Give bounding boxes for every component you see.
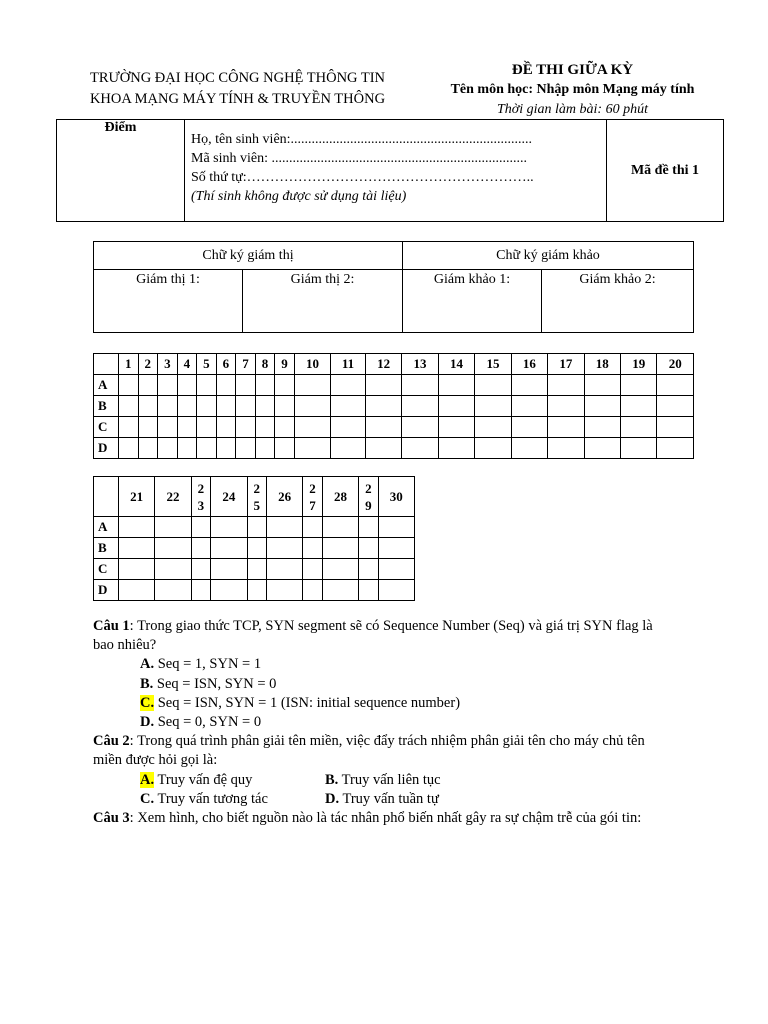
student-info-table xyxy=(56,119,724,222)
answer-cell[interactable] xyxy=(191,538,210,559)
answer-cell[interactable] xyxy=(197,375,217,396)
answer-cell[interactable] xyxy=(119,396,139,417)
answer-cell[interactable] xyxy=(548,396,584,417)
answer-row xyxy=(94,559,415,580)
question-2-text: : Trong quá trình phân giải tên miền, việc đẩy trách nhiệm phân giải tên cho máy chủ tên miền được hỏi gọi là: xyxy=(93,733,645,769)
answer-cell[interactable] xyxy=(216,396,236,417)
answer-cell[interactable] xyxy=(359,538,378,559)
answer-cell[interactable] xyxy=(475,417,511,438)
answer-column-header: 24 xyxy=(211,477,247,517)
answer-cell[interactable] xyxy=(216,438,236,459)
question-2-label: Câu 2 xyxy=(93,733,130,750)
answer-cell[interactable] xyxy=(365,375,401,396)
answer-cell[interactable] xyxy=(119,438,139,459)
examiner-2-cell: Giám khảo 2: xyxy=(542,270,694,333)
option-c[interactable] xyxy=(140,694,673,713)
answer-column-header: 17 xyxy=(548,354,584,375)
option-text: Seq = ISN, SYN = 1 (ISN: initial sequence number) xyxy=(154,694,461,711)
option-text: Seq = 1, SYN = 1 xyxy=(154,656,262,673)
answer-cell[interactable] xyxy=(119,580,155,601)
option-letter: A. xyxy=(140,656,155,673)
answer-cell[interactable] xyxy=(475,438,511,459)
answer-cell[interactable] xyxy=(216,375,236,396)
answer-cell[interactable] xyxy=(119,375,139,396)
answer-cell[interactable] xyxy=(177,396,197,417)
column-number-top: 2 xyxy=(253,480,260,496)
answer-cell[interactable] xyxy=(138,396,158,417)
option-letter: D. xyxy=(325,790,340,807)
answer-cell[interactable] xyxy=(621,396,657,417)
answer-cell[interactable] xyxy=(138,375,158,396)
answer-row xyxy=(94,396,694,417)
corner-cell xyxy=(94,477,119,517)
answer-cell[interactable] xyxy=(584,417,620,438)
exam-code-cell xyxy=(607,120,724,222)
answer-column-header: 10 xyxy=(294,354,330,375)
answer-cell[interactable] xyxy=(191,517,210,538)
option-a[interactable] xyxy=(140,771,325,790)
answer-cell[interactable] xyxy=(438,438,474,459)
answer-cell[interactable] xyxy=(548,417,584,438)
answer-cell[interactable] xyxy=(266,559,302,580)
answer-cell[interactable] xyxy=(247,538,266,559)
column-number-top: 2 xyxy=(197,480,205,496)
option-letter: C. xyxy=(140,694,155,711)
answer-cell[interactable] xyxy=(275,417,295,438)
answer-cell[interactable] xyxy=(438,375,474,396)
order-number-field: Số thứ tự:…………………………………………………….. xyxy=(191,170,534,185)
answer-column-header: 20 xyxy=(657,354,694,375)
option-row xyxy=(140,771,673,790)
student-name-field: Họ, tên sinh viên:..................................................................... xyxy=(191,132,533,147)
answer-column-header: 2 xyxy=(138,354,158,375)
answer-row xyxy=(94,375,694,396)
answer-column-header: 8 xyxy=(255,354,275,375)
answer-cell[interactable] xyxy=(322,538,358,559)
option-letter: D. xyxy=(140,714,155,731)
answer-cell[interactable] xyxy=(331,438,366,459)
answer-cell[interactable] xyxy=(303,517,322,538)
answer-cell[interactable] xyxy=(255,396,275,417)
answer-cell[interactable] xyxy=(438,396,474,417)
answer-cell[interactable] xyxy=(511,438,547,459)
questions-section xyxy=(93,617,673,828)
answer-row xyxy=(94,538,415,559)
answer-cell[interactable] xyxy=(584,438,620,459)
answer-cell[interactable] xyxy=(236,375,256,396)
answer-column-header: 21 xyxy=(119,477,155,517)
column-number-bottom: 9 xyxy=(365,497,372,513)
answer-row xyxy=(94,580,415,601)
answer-column-header: 19 xyxy=(621,354,657,375)
question-3 xyxy=(93,809,673,828)
answer-cell[interactable] xyxy=(119,538,155,559)
option-text: Truy vấn tương tác xyxy=(154,790,268,807)
answer-cell[interactable] xyxy=(303,559,322,580)
option-letter: B. xyxy=(325,771,339,788)
answer-column-header xyxy=(247,477,266,517)
answer-cell[interactable] xyxy=(294,396,330,417)
answer-cell[interactable] xyxy=(475,375,511,396)
answer-column-header: 22 xyxy=(155,477,191,517)
answer-column-header: 16 xyxy=(511,354,547,375)
university-name: TRƯỜNG ĐẠI HỌC CÔNG NGHỆ THÔNG TIN xyxy=(89,70,386,86)
answer-cell[interactable] xyxy=(621,438,657,459)
exam-title: ĐỀ THI GIỮA KỲ xyxy=(511,62,634,78)
answer-cell[interactable] xyxy=(378,538,414,559)
option-row xyxy=(140,790,673,809)
answer-cell[interactable] xyxy=(402,438,438,459)
answer-cell[interactable] xyxy=(322,517,358,538)
answer-cell[interactable] xyxy=(548,438,584,459)
answer-column-header: 18 xyxy=(584,354,620,375)
answer-cell[interactable] xyxy=(247,580,266,601)
column-number-bottom: 3 xyxy=(197,497,205,513)
answer-cell[interactable] xyxy=(322,580,358,601)
answer-cell[interactable] xyxy=(119,517,155,538)
answer-cell[interactable] xyxy=(303,580,322,601)
answer-cell[interactable] xyxy=(438,417,474,438)
answer-cell[interactable] xyxy=(621,417,657,438)
answer-cell[interactable] xyxy=(191,580,210,601)
answer-cell[interactable] xyxy=(255,375,275,396)
option-d[interactable] xyxy=(325,790,439,809)
column-number-bottom: 7 xyxy=(309,497,316,513)
subject-name: Tên môn học: Nhập môn Mạng máy tính xyxy=(450,82,695,97)
answer-row-label: C xyxy=(94,559,119,580)
answer-cell[interactable] xyxy=(402,417,438,438)
answer-grid-1-20 xyxy=(93,353,694,459)
question-3-text: : Xem hình, cho biết nguồn nào là tác nhân phổ biến nhất gây ra sự chậm trễ của gói tin: xyxy=(129,810,642,827)
answer-cell[interactable] xyxy=(294,438,330,459)
column-number-bottom: 5 xyxy=(253,497,260,513)
student-id-field: Mã sinh viên: ......................................................................... xyxy=(191,151,527,166)
answer-cell[interactable] xyxy=(247,559,266,580)
answer-cell[interactable] xyxy=(365,396,401,417)
answer-cell[interactable] xyxy=(621,375,657,396)
option-text: Seq = 0, SYN = 0 xyxy=(154,714,262,731)
answer-cell[interactable] xyxy=(359,517,378,538)
column-number-top: 2 xyxy=(309,480,316,496)
option-d[interactable] xyxy=(140,713,673,732)
answer-cell[interactable] xyxy=(236,438,256,459)
answer-cell[interactable] xyxy=(359,559,378,580)
score-label: Điểm xyxy=(104,120,137,135)
option-text: Truy vấn tuần tự xyxy=(339,790,439,807)
answer-column-header xyxy=(303,477,322,517)
no-materials-note: (Thí sinh không được sử dụng tài liệu) xyxy=(191,189,407,204)
school-header xyxy=(60,68,415,110)
answer-cell[interactable] xyxy=(359,580,378,601)
proctor-1-cell: Giám thị 1: xyxy=(94,270,243,333)
answer-cell[interactable] xyxy=(511,417,547,438)
proctor-2-cell: Giám thị 2: xyxy=(243,270,403,333)
answer-row-label: C xyxy=(94,417,119,438)
answer-cell[interactable] xyxy=(402,375,438,396)
answer-cell[interactable] xyxy=(584,375,620,396)
answer-cell[interactable] xyxy=(275,396,295,417)
examiner-1-cell: Giám khảo 1: xyxy=(403,270,542,333)
question-2 xyxy=(93,732,673,770)
answer-column-header: 15 xyxy=(475,354,511,375)
answer-cell[interactable] xyxy=(275,438,295,459)
answer-row-label: D xyxy=(94,438,119,459)
faculty-name: KHOA MẠNG MÁY TÍNH & TRUYỀN THÔNG xyxy=(89,91,386,107)
answer-cell[interactable] xyxy=(177,375,197,396)
answer-cell[interactable] xyxy=(191,559,210,580)
answer-cell[interactable] xyxy=(177,438,197,459)
answer-cell[interactable] xyxy=(177,417,197,438)
answer-cell[interactable] xyxy=(331,396,366,417)
answer-cell[interactable] xyxy=(331,375,366,396)
answer-row-label: B xyxy=(94,538,119,559)
answer-cell[interactable] xyxy=(275,375,295,396)
option-letter: B. xyxy=(140,675,154,692)
corner-cell xyxy=(94,354,119,375)
answer-cell[interactable] xyxy=(402,396,438,417)
examiner-signature-header: Chữ ký giám khảo xyxy=(403,242,694,270)
answer-row-label: A xyxy=(94,517,119,538)
answer-cell[interactable] xyxy=(211,559,247,580)
answer-cell[interactable] xyxy=(197,438,217,459)
score-cell xyxy=(57,120,185,222)
answer-row-label: A xyxy=(94,375,119,396)
question-1-text: : Trong giao thức TCP, SYN segment sẽ có Sequence Number (Seq) và giá trị SYN flag là bao nhiêu? xyxy=(93,618,653,654)
answer-cell[interactable] xyxy=(294,417,330,438)
answer-cell[interactable] xyxy=(247,517,266,538)
answer-cell[interactable] xyxy=(197,396,217,417)
answer-cell[interactable] xyxy=(266,538,302,559)
answer-cell[interactable] xyxy=(236,396,256,417)
answer-column-header: 4 xyxy=(177,354,197,375)
answer-cell[interactable] xyxy=(158,417,178,438)
option-a[interactable] xyxy=(140,655,673,674)
answer-cell[interactable] xyxy=(236,417,256,438)
answer-column-header xyxy=(359,477,378,517)
option-text: Seq = ISN, SYN = 0 xyxy=(153,675,277,692)
answer-cell[interactable] xyxy=(365,438,401,459)
question-1-options xyxy=(93,655,673,732)
answer-cell[interactable] xyxy=(197,417,217,438)
answer-cell[interactable] xyxy=(138,438,158,459)
answer-column-header: 28 xyxy=(322,477,358,517)
question-1 xyxy=(93,617,673,655)
option-c[interactable] xyxy=(140,790,325,809)
answer-cell[interactable] xyxy=(158,438,178,459)
answer-row xyxy=(94,517,415,538)
exam-header xyxy=(425,60,720,120)
answer-cell[interactable] xyxy=(266,580,302,601)
answer-cell[interactable] xyxy=(584,396,620,417)
answer-column-header: 9 xyxy=(275,354,295,375)
answer-cell[interactable] xyxy=(322,559,358,580)
answer-column-header: 7 xyxy=(236,354,256,375)
answer-cell[interactable] xyxy=(378,559,414,580)
answer-cell[interactable] xyxy=(294,375,330,396)
answer-cell[interactable] xyxy=(303,538,322,559)
student-fields-cell xyxy=(185,120,607,222)
answer-column-header: 26 xyxy=(266,477,302,517)
answer-cell[interactable] xyxy=(511,396,547,417)
answer-row-label: B xyxy=(94,396,119,417)
answer-cell[interactable] xyxy=(378,517,414,538)
option-text: Truy vấn đệ quy xyxy=(154,771,253,788)
answer-column-header: 11 xyxy=(331,354,366,375)
option-text: Truy vấn liên tục xyxy=(338,771,441,788)
answer-cell[interactable] xyxy=(155,517,191,538)
answer-cell[interactable] xyxy=(378,580,414,601)
answer-cell[interactable] xyxy=(211,538,247,559)
answer-cell[interactable] xyxy=(657,375,694,396)
answer-cell[interactable] xyxy=(365,417,401,438)
answer-column-header xyxy=(191,477,210,517)
column-number-top: 2 xyxy=(365,480,372,496)
question-2-options xyxy=(93,771,673,809)
answer-cell[interactable] xyxy=(211,517,247,538)
answer-cell[interactable] xyxy=(475,396,511,417)
question-1-label: Câu 1 xyxy=(93,618,130,634)
answer-cell[interactable] xyxy=(211,580,247,601)
answer-row xyxy=(94,438,694,459)
answer-column-header: 6 xyxy=(216,354,236,375)
exam-duration: Thời gian làm bài: 60 phút xyxy=(497,102,648,117)
answer-cell[interactable] xyxy=(266,517,302,538)
answer-cell[interactable] xyxy=(255,417,275,438)
answer-grid-21-30 xyxy=(93,476,415,601)
exam-code: Mã đề thi 1 xyxy=(630,162,700,178)
answer-column-header: 14 xyxy=(438,354,474,375)
answer-column-header: 30 xyxy=(378,477,414,517)
answer-cell[interactable] xyxy=(548,375,584,396)
option-letter: A. xyxy=(140,771,155,788)
answer-cell[interactable] xyxy=(155,580,191,601)
question-3-label: Câu 3 xyxy=(93,810,130,827)
answer-column-header: 12 xyxy=(365,354,401,375)
answer-cell[interactable] xyxy=(657,438,694,459)
answer-cell[interactable] xyxy=(119,417,139,438)
answer-cell[interactable] xyxy=(657,417,694,438)
signature-table xyxy=(93,241,694,333)
option-b[interactable] xyxy=(325,771,441,790)
answer-grid-2-header-row xyxy=(94,477,415,517)
proctor-signature-header: Chữ ký giám thị xyxy=(94,242,403,270)
answer-cell[interactable] xyxy=(331,417,366,438)
answer-column-header: 5 xyxy=(197,354,217,375)
answer-row-label: D xyxy=(94,580,119,601)
answer-grid-1-header-row xyxy=(94,354,694,375)
answer-column-header: 3 xyxy=(158,354,178,375)
answer-cell[interactable] xyxy=(158,396,178,417)
answer-cell[interactable] xyxy=(255,438,275,459)
option-letter: C. xyxy=(140,790,155,807)
answer-cell[interactable] xyxy=(657,396,694,417)
answer-cell[interactable] xyxy=(155,559,191,580)
answer-cell[interactable] xyxy=(138,417,158,438)
answer-cell[interactable] xyxy=(119,559,155,580)
answer-cell[interactable] xyxy=(158,375,178,396)
answer-cell[interactable] xyxy=(511,375,547,396)
answer-cell[interactable] xyxy=(155,538,191,559)
answer-column-header: 1 xyxy=(119,354,139,375)
answer-row xyxy=(94,417,694,438)
answer-cell[interactable] xyxy=(216,417,236,438)
option-b[interactable] xyxy=(140,675,673,694)
answer-column-header: 13 xyxy=(402,354,438,375)
